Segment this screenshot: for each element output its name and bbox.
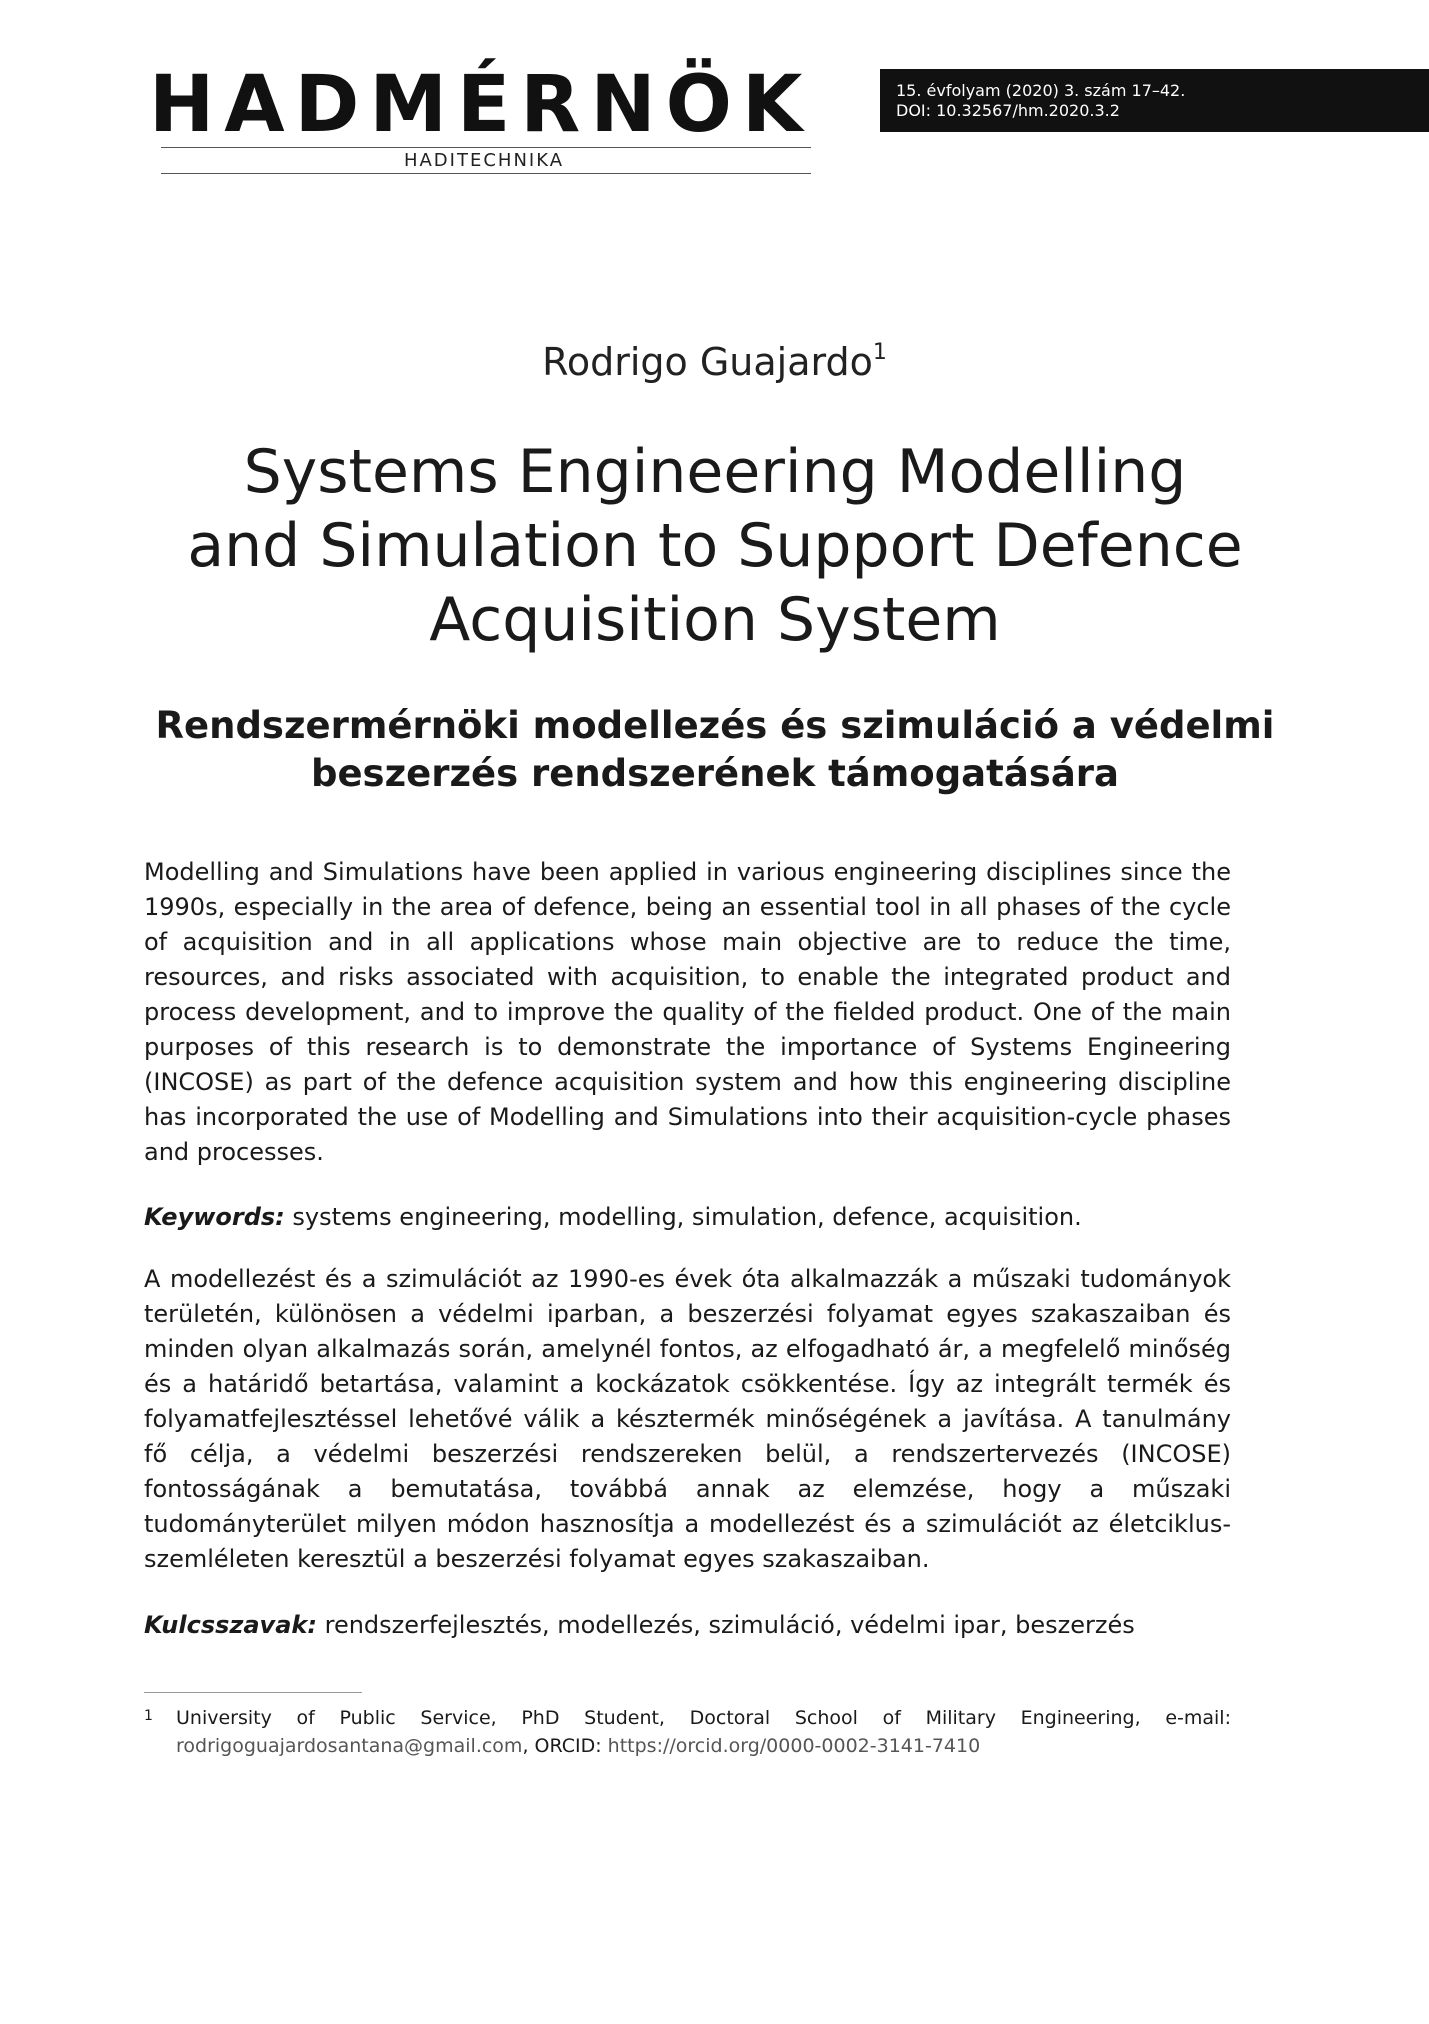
footnote-email-link[interactable]: rodrigoguajardosantana@gmail.com (176, 1735, 523, 1757)
footnote-divider (144, 1692, 362, 1693)
title-line: and Simulation to Support Defence (187, 511, 1243, 581)
issue-info-box (880, 69, 1429, 132)
footnote-orcid-link[interactable]: https://orcid.org/0000-0002-3141-7410 (607, 1735, 981, 1757)
issue-line: 15. évfolyam (2020) 3. szám 17–42. (896, 81, 1186, 100)
doi-line[interactable]: DOI: 10.32567/hm.2020.3.2 (896, 101, 1120, 120)
keywords-hungarian (144, 1608, 1231, 1643)
author-footnote-mark[interactable]: 1 (872, 340, 887, 365)
footnote (144, 1704, 1231, 1760)
title-line: Systems Engineering Modelling (243, 437, 1187, 507)
keywords-text: systems engineering, modelling, simulation, defence, acquisition. (292, 1203, 1082, 1231)
subtitle-line: beszerzés rendszerének támogatására (310, 752, 1120, 795)
abstract-english: Modelling and Simulations have been applied in various engineering disciplines since the 1990s, especially in the area of defence, being an essential tool in all phases of the cycle of acquisition and in all applications whose main objective are to reduce the time, resources, and risks associated with acquisition, to enable the integrated product and process development, and to improve the quality of the fielded product. One of the main purposes of this research is to demonstrate the importance of Systems Engineering (INCOSE) as part of the defence acquisition system and how this engineering discipline has incorporated the use of Modelling and Simulations into their acquisition-cycle phases and processes. (144, 858, 1231, 1166)
masthead (149, 60, 819, 171)
footnote-affiliation: University of Public Service, PhD Student, Doctoral School of Military Engineering, e-mail: (176, 1707, 1231, 1729)
kulcsszavak-text: rendszerfejlesztés, modellezés, szimuláció, védelmi ipar, beszerzés (324, 1611, 1135, 1639)
masthead-rule-top (161, 147, 811, 148)
footnote-orcid-label: , ORCID: (522, 1735, 608, 1757)
article-subtitle (150, 702, 1280, 798)
keywords-label: Keywords: (144, 1203, 285, 1231)
footnote-text (176, 1704, 1231, 1760)
keywords-english (144, 1200, 1231, 1235)
author-name (0, 340, 1429, 384)
masthead-rule-bottom (161, 173, 811, 174)
footnote-mark: 1 (144, 1708, 153, 1724)
journal-title: HADMÉRNÖK (149, 60, 813, 150)
title-line: Acquisition System (429, 585, 1001, 655)
article-title (150, 435, 1280, 657)
abstract-hungarian: A modellezést és a szimulációt az 1990-es évek óta alkalmazzák a műszaki tudományok területén, különösen a védelmi iparban, a beszerzési folyamat egyes szakaszaiban és minden olyan alkalmazás során, amelynél fontos, az elfogadható ár, a megfelelő minőség és a határidő betartása, valamint a kockázatok csökkentése. Így az integrált termék és folyamatfejlesztéssel lehetővé válik a késztermék minőségének a javítása. A tanulmány fő célja, a védelmi beszerzési rendszereken belül, a rendszertervezés (INCOSE) fontosságának a bemutatása, továbbá annak az elemzése, hogy a műszaki tudományterület milyen módon hasznosítja a modellezést és a szimulációt az életciklus-szemléleten keresztül a beszerzési folyamat egyes szakaszaiban. (144, 1265, 1231, 1573)
author-name-text: Rodrigo Guajardo (542, 340, 873, 384)
subtitle-line: Rendszermérnöki modellezés és szimuláció a védelmi (155, 704, 1275, 747)
section-name: HADITECHNIKA (403, 150, 565, 171)
kulcsszavak-label: Kulcsszavak: (144, 1611, 317, 1639)
